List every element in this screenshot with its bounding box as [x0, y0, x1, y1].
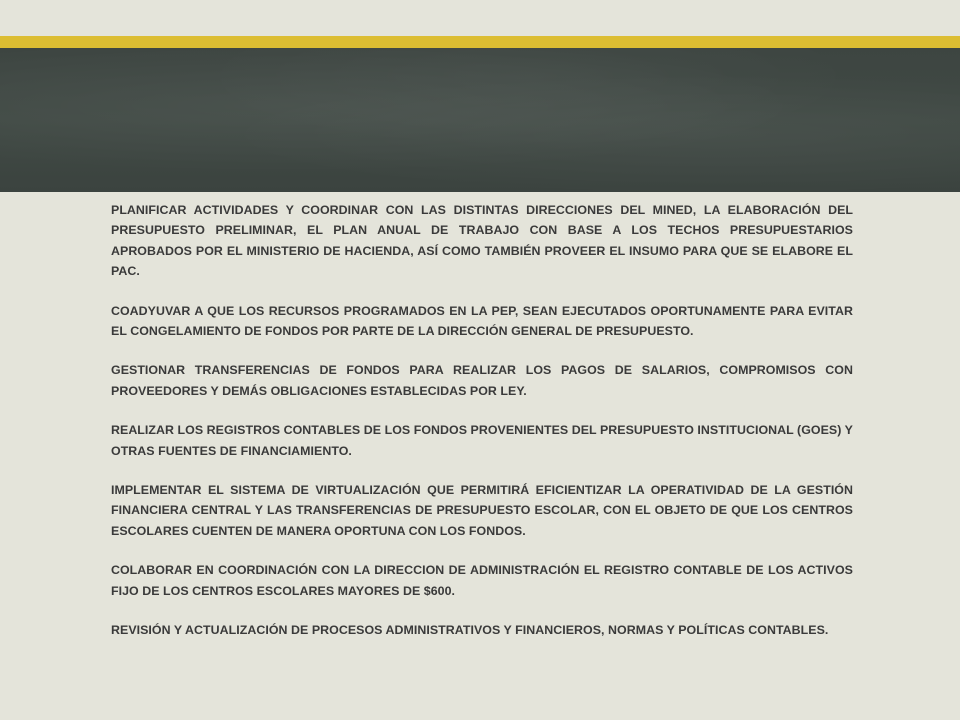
- paragraph-coadyuvar: COADYUVAR A QUE LOS RECURSOS PROGRAMADOS EN LA PEP, SEAN EJECUTADOS OPORTUNAMENTE PARA EVITAR EL CONGELAMIENTO DE FONDOS POR PARTE DE LA DIRECCIÓN GENERAL DE PRESUPUESTO.: [111, 303, 853, 339]
- paragraph-revision: REVISIÓN Y ACTUALIZACIÓN DE PROCESOS ADMINISTRATIVOS Y FINANCIEROS, NORMAS Y POLÍTICAS CONTABLES.: [111, 623, 829, 638]
- paragraph-colaborar: COLABORAR EN COORDINACIÓN CON LA DIRECCION DE ADMINISTRACIÓN EL REGISTRO CONTABLE DE LOS ACTIVOS FIJO DE LOS CENTROS ESCOLARES MAYORES DE $600.: [111, 563, 853, 598]
- paragraph-realizar: REALIZAR LOS REGISTROS CONTABLES DE LOS FONDOS PROVENIENTES DEL PRESUPUESTO INSTITUCIONAL (GOES) Y OTRAS FUENTES DE FINANCIAMIENTO.: [111, 423, 853, 458]
- accent-bar: [0, 36, 960, 48]
- paragraph-implementar: IMPLEMENTAR EL SISTEMA DE VIRTUALIZACIÓN QUE PERMITIRÁ EFICIENTIZAR LA OPERATIVIDAD DE LA GESTIÓN FINANCIERA CENTRAL Y LAS TRANSFERENCIAS DE PRESUPUESTO ESCOLAR, CON EL OBJETO DE QUE LOS CENTROS ESCOLARES CUENTEN DE MANERA OPORTUNA CON LOS FONDOS.: [111, 483, 853, 538]
- paragraph-planificar: PLANIFICAR ACTIVIDADES Y COORDINAR CON LAS DISTINTAS DIRECCIONES DEL MINED, LA ELABORACIÓN DEL PRESUPUESTO PRELIMINAR, EL PLAN ANUAL DE TRABAJO CON BASE A LOS TECHOS PRESUPUESTARIOS APROBADOS POR EL MINISTERIO DE HACIENDA, ASÍ COMO TAMBIÉN PROVEER EL INSUMO PARA QUE SE ELABORE EL PAC.: [111, 203, 853, 279]
- paragraph-gestionar: GESTIONAR TRANSFERENCIAS DE FONDOS PARA REALIZAR LOS PAGOS DE SALARIOS, COMPROMISOS CON PROVEEDORES Y DEMÁS OBLIGACIONES ESTABLECIDAS POR LEY.: [111, 363, 853, 398]
- header-band: [0, 48, 960, 192]
- slide-body: [111, 200, 853, 660]
